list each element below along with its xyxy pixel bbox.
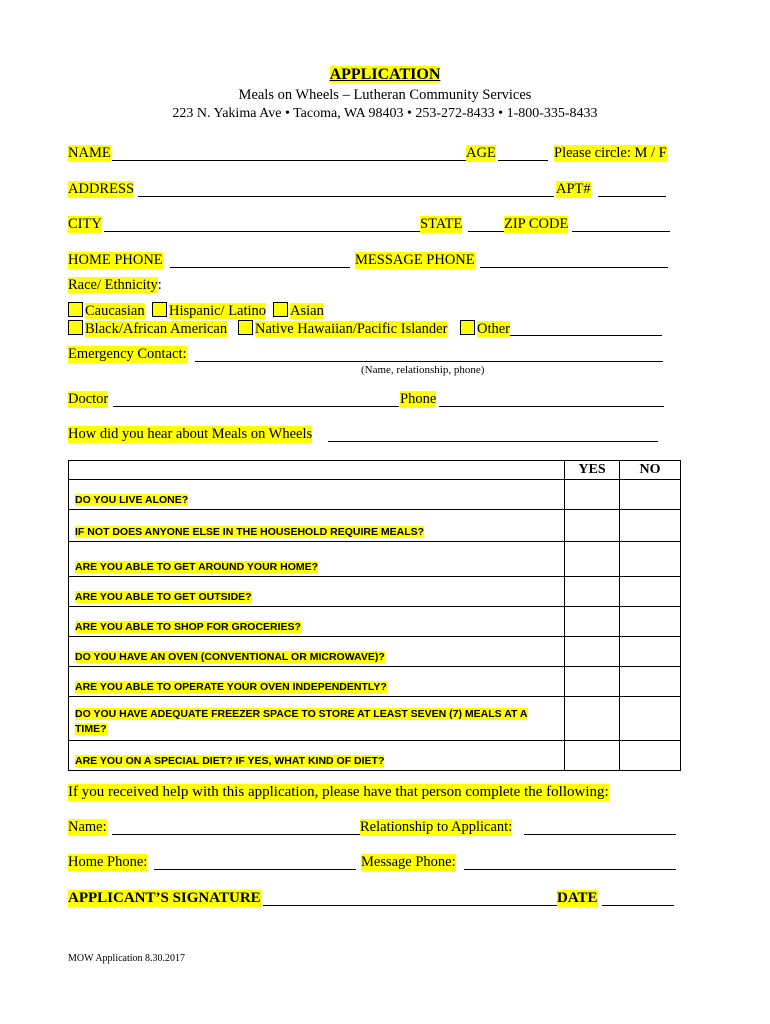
signature-field[interactable]: [263, 890, 557, 906]
answer-no-cell[interactable]: [620, 542, 681, 577]
table-row: [69, 542, 681, 577]
checkbox-other[interactable]: [460, 320, 475, 335]
question-text: ARE YOU ABLE TO SHOP FOR GROCERIES?: [69, 607, 565, 637]
emergency-label: Emergency Contact:: [68, 346, 187, 362]
relationship-label: Relationship to Applicant:: [360, 819, 513, 835]
emergency-field[interactable]: [195, 346, 663, 362]
helper-message-phone-label: Message Phone:: [361, 854, 456, 870]
table-row: [69, 637, 681, 667]
address-field[interactable]: [138, 181, 554, 197]
table-row: [69, 577, 681, 607]
zip-label: ZIP CODE: [504, 216, 569, 232]
answer-yes-cell[interactable]: [565, 697, 620, 741]
answer-yes-cell[interactable]: [565, 480, 620, 510]
apt-label: APT#: [556, 181, 591, 197]
answer-no-cell[interactable]: [620, 480, 681, 510]
table-header-row: [69, 461, 681, 480]
helper-home-phone-field[interactable]: [154, 854, 356, 870]
question-text: DO YOU LIVE ALONE?: [69, 480, 565, 510]
checkbox-caucasian[interactable]: [68, 302, 83, 317]
signature-row: [68, 890, 680, 910]
relationship-field[interactable]: [524, 819, 676, 835]
race-option-caucasian[interactable]: Caucasian: [68, 302, 145, 320]
race-option-other[interactable]: Other: [460, 320, 510, 338]
emergency-hint-row: [68, 364, 680, 384]
question-text: DO YOU HAVE ADEQUATE FREEZER SPACE TO STORE AT LEAST SEVEN (7) MEALS AT A TIME?: [69, 697, 565, 741]
table-row: [69, 741, 681, 771]
form-title: APPLICATION: [329, 66, 441, 83]
answer-yes-cell[interactable]: [565, 637, 620, 667]
state-label: STATE: [420, 216, 463, 232]
table-row: [69, 667, 681, 697]
how-heard-label: How did you hear about Meals on Wheels: [68, 426, 313, 442]
question-text: DO YOU HAVE AN OVEN (CONVENTIONAL OR MICROWAVE)?: [69, 637, 565, 667]
helper-name-label: Name:: [68, 819, 107, 835]
answer-yes-cell[interactable]: [565, 607, 620, 637]
date-field[interactable]: [602, 890, 674, 906]
org-name: Meals on Wheels – Lutheran Community Services: [238, 87, 532, 103]
home-phone-field[interactable]: [170, 252, 350, 268]
message-phone-label: MESSAGE PHONE: [355, 252, 475, 268]
question-text: IF NOT DOES ANYONE ELSE IN THE HOUSEHOLD REQUIRE MEALS?: [69, 510, 565, 542]
how-heard-row: [68, 426, 680, 446]
race-options-row-1: [68, 302, 680, 322]
message-phone-field[interactable]: [480, 252, 668, 268]
age-label: AGE: [466, 145, 496, 161]
city-row: [68, 216, 680, 236]
helper-home-phone-label: Home Phone:: [68, 854, 148, 870]
questions-table: [68, 460, 681, 771]
helper-intro-row: [68, 784, 680, 804]
table-header-yes: YES: [565, 461, 620, 480]
question-text: ARE YOU ABLE TO OPERATE YOUR OVEN INDEPENDENTLY?: [69, 667, 565, 697]
race-option-black[interactable]: Black/African American: [68, 320, 227, 338]
question-text: ARE YOU ON A SPECIAL DIET? IF YES, WHAT KIND OF DIET?: [69, 741, 565, 771]
table-row: [69, 607, 681, 637]
question-text: ARE YOU ABLE TO GET AROUND YOUR HOME?: [69, 542, 565, 577]
race-options-row-2: [68, 320, 680, 340]
how-heard-field[interactable]: [328, 426, 658, 442]
signature-label: APPLICANT’S SIGNATURE: [68, 890, 261, 906]
doctor-field[interactable]: [113, 391, 399, 407]
answer-yes-cell[interactable]: [565, 577, 620, 607]
date-label: DATE: [557, 890, 598, 906]
answer-no-cell[interactable]: [620, 607, 681, 637]
helper-name-field[interactable]: [112, 819, 360, 835]
race-option-native-hawaiian[interactable]: Native Hawaiian/Pacific Islander: [238, 320, 447, 338]
name-field[interactable]: [112, 145, 466, 161]
gender-label: Please circle: M / F: [554, 145, 667, 161]
race-option-hispanic[interactable]: Hispanic/ Latino: [152, 302, 266, 320]
helper-phone-row: [68, 854, 680, 874]
answer-yes-cell[interactable]: [565, 542, 620, 577]
helper-intro: If you received help with this application, please have that person complete the following:: [68, 784, 609, 800]
race-option-asian[interactable]: Asian: [273, 302, 324, 320]
race-label-row: [68, 277, 680, 297]
race-other-field[interactable]: [510, 320, 662, 336]
checkbox-hispanic[interactable]: [152, 302, 167, 317]
table-header-blank: [69, 461, 565, 480]
answer-no-cell[interactable]: [620, 637, 681, 667]
table-row: [69, 697, 681, 741]
checkbox-native-hawaiian[interactable]: [238, 320, 253, 335]
table-row: [69, 510, 681, 542]
apt-field[interactable]: [598, 181, 666, 197]
checkbox-asian[interactable]: [273, 302, 288, 317]
checkbox-black[interactable]: [68, 320, 83, 335]
city-label: CITY: [68, 216, 102, 232]
table-header-no: NO: [620, 461, 681, 480]
phone-row: [68, 252, 680, 272]
address-label: ADDRESS: [68, 181, 135, 197]
answer-yes-cell[interactable]: [565, 741, 620, 771]
answer-yes-cell[interactable]: [565, 510, 620, 542]
city-field[interactable]: [104, 216, 420, 232]
race-label: Race/ Ethnicity:: [68, 277, 162, 293]
answer-no-cell[interactable]: [620, 510, 681, 542]
helper-message-phone-field[interactable]: [464, 854, 676, 870]
answer-yes-cell[interactable]: [565, 667, 620, 697]
doctor-phone-field[interactable]: [439, 391, 664, 407]
name-row: [68, 145, 680, 165]
table-row: [69, 480, 681, 510]
answer-no-cell[interactable]: [620, 697, 681, 741]
zip-field[interactable]: [572, 216, 670, 232]
helper-name-row: [68, 819, 680, 839]
answer-no-cell[interactable]: [620, 741, 681, 771]
address-row: [68, 181, 680, 201]
doctor-label: Doctor: [68, 391, 109, 407]
answer-no-cell[interactable]: [620, 667, 681, 697]
doctor-row: [68, 391, 680, 411]
doctor-phone-label: Phone: [400, 391, 437, 407]
question-text: ARE YOU ABLE TO GET OUTSIDE?: [69, 577, 565, 607]
age-field[interactable]: [498, 145, 548, 161]
state-field[interactable]: [468, 216, 504, 232]
emergency-row: [68, 346, 680, 366]
answer-no-cell[interactable]: [620, 577, 681, 607]
emergency-hint: (Name, relationship, phone): [361, 364, 485, 376]
org-address: 223 N. Yakima Ave • Tacoma, WA 98403 • 253-272-8433 • 1-800-335-8433: [172, 106, 598, 121]
footer-version: MOW Application 8.30.2017: [68, 953, 186, 964]
name-label: NAME: [68, 145, 111, 161]
home-phone-label: HOME PHONE: [68, 252, 163, 268]
